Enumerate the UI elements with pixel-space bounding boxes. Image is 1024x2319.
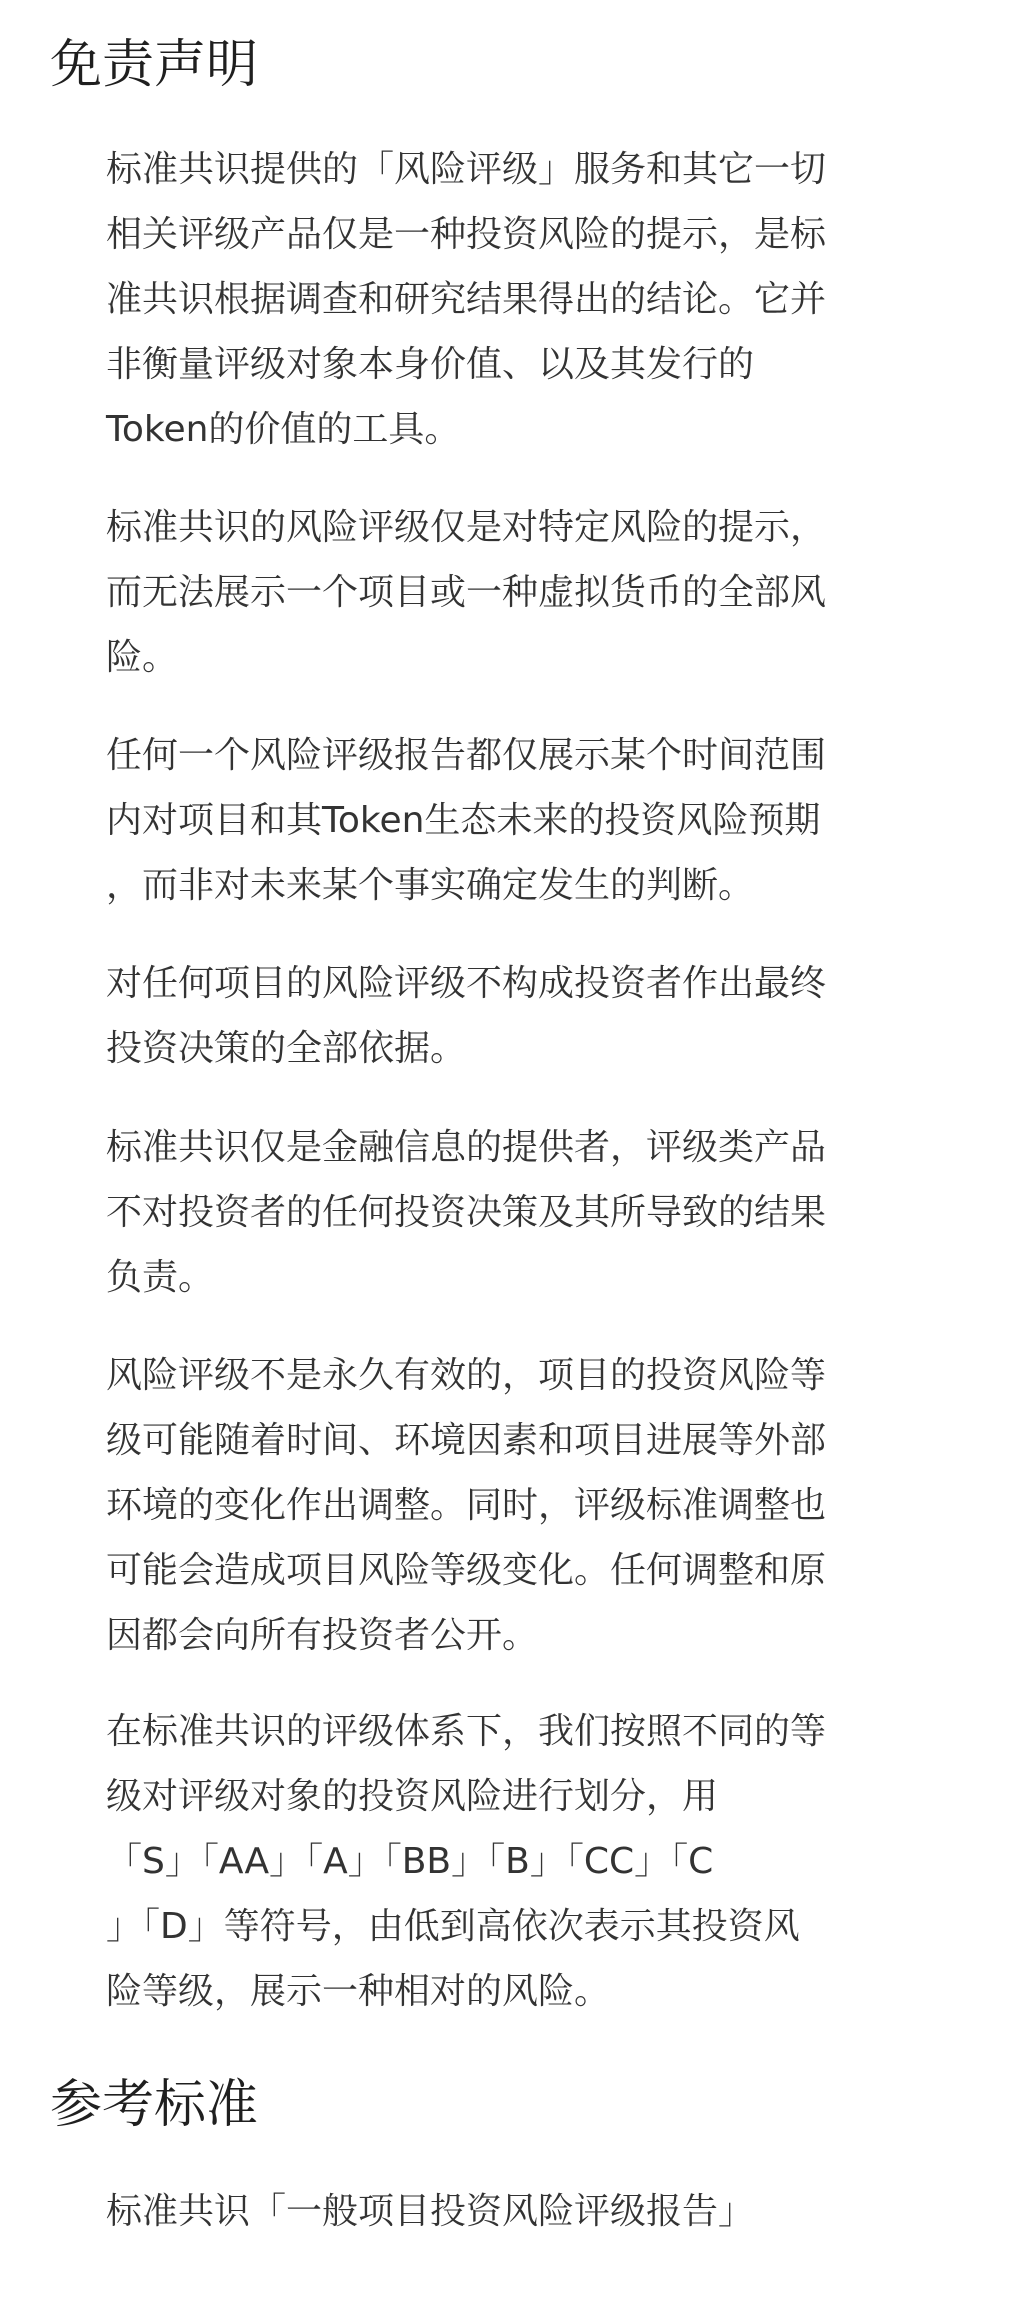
paragraph-line: 在标准共识的评级体系下，我们按照不同的等 <box>106 1711 827 1752</box>
paragraph-line: 相关评级产品仅是一种投资风险的提示，是标 <box>106 214 827 255</box>
reference-report-title: 标准共识「一般项目投资风险评级报告」 <box>106 2191 755 2232</box>
reference-paragraph <box>106 2179 886 2244</box>
paragraph-line: 内对项目和其Token生态未来的投资风险预期 <box>106 800 821 841</box>
paragraph-line: 准共识根据调查和研究结果得出的结论。它并 <box>106 279 827 320</box>
paragraph-line: 而无法展示一个项目或一种虚拟货币的全部风 <box>106 572 827 613</box>
paragraph-line: 不对投资者的任何投资决策及其所导致的结果 <box>106 1192 827 1233</box>
paragraph-line: 投资决策的全部依据。 <box>106 1028 467 1069</box>
paragraph-line: 可能会造成项目风险等级变化。任何调整和原 <box>106 1550 827 1591</box>
disclaimer-paragraph-5 <box>106 1115 886 1310</box>
disclaimer-paragraph-1 <box>106 137 886 462</box>
paragraph-line: 标准共识仅是金融信息的提供者，评级类产品 <box>106 1127 827 1168</box>
paragraph-line: 因都会向所有投资者公开。 <box>106 1615 539 1656</box>
paragraph-line: 险。 <box>106 637 179 678</box>
paragraph-line: Token的价值的工具。 <box>106 409 461 450</box>
paragraph-line: 险等级，展示一种相对的风险。 <box>106 1971 611 2012</box>
paragraph-line: 对任何项目的风险评级不构成投资者作出最终 <box>106 963 827 1004</box>
paragraph-line: 负责。 <box>106 1257 215 1298</box>
disclaimer-heading: 免责声明 <box>50 35 259 95</box>
disclaimer-paragraph-2 <box>106 495 886 690</box>
paragraph-line: 非衡量评级对象本身价值、以及其发行的 <box>106 344 755 385</box>
rating-symbols-line: 「S」「AA」「A」「BB」「B」「CC」「C <box>106 1841 714 1882</box>
disclaimer-paragraph-4 <box>106 951 886 1081</box>
paragraph-line: ，而非对未来某个事实确定发生的判断。 <box>106 865 755 906</box>
disclaimer-paragraph-6 <box>106 1343 886 1668</box>
paragraph-line: 级可能随着时间、环境因素和项目进展等外部 <box>106 1420 827 1461</box>
reference-heading: 参考标准 <box>50 2075 259 2135</box>
paragraph-line: 风险评级不是永久有效的，项目的投资风险等 <box>106 1355 827 1396</box>
rating-symbols-line: 」「D」等符号，由低到高依次表示其投资风 <box>106 1906 800 1947</box>
paragraph-line: 标准共识的风险评级仅是对特定风险的提示， <box>106 507 827 548</box>
disclaimer-paragraph-3 <box>106 723 886 918</box>
paragraph-line: 级对评级对象的投资风险进行划分，用 <box>106 1776 719 1817</box>
paragraph-line: 任何一个风险评级报告都仅展示某个时间范围 <box>106 735 827 776</box>
paragraph-line: 标准共识提供的「风险评级」服务和其它一切 <box>106 149 827 190</box>
disclaimer-paragraph-7 <box>106 1699 886 2024</box>
paragraph-line: 环境的变化作出调整。同时，评级标准调整也 <box>106 1485 827 1526</box>
